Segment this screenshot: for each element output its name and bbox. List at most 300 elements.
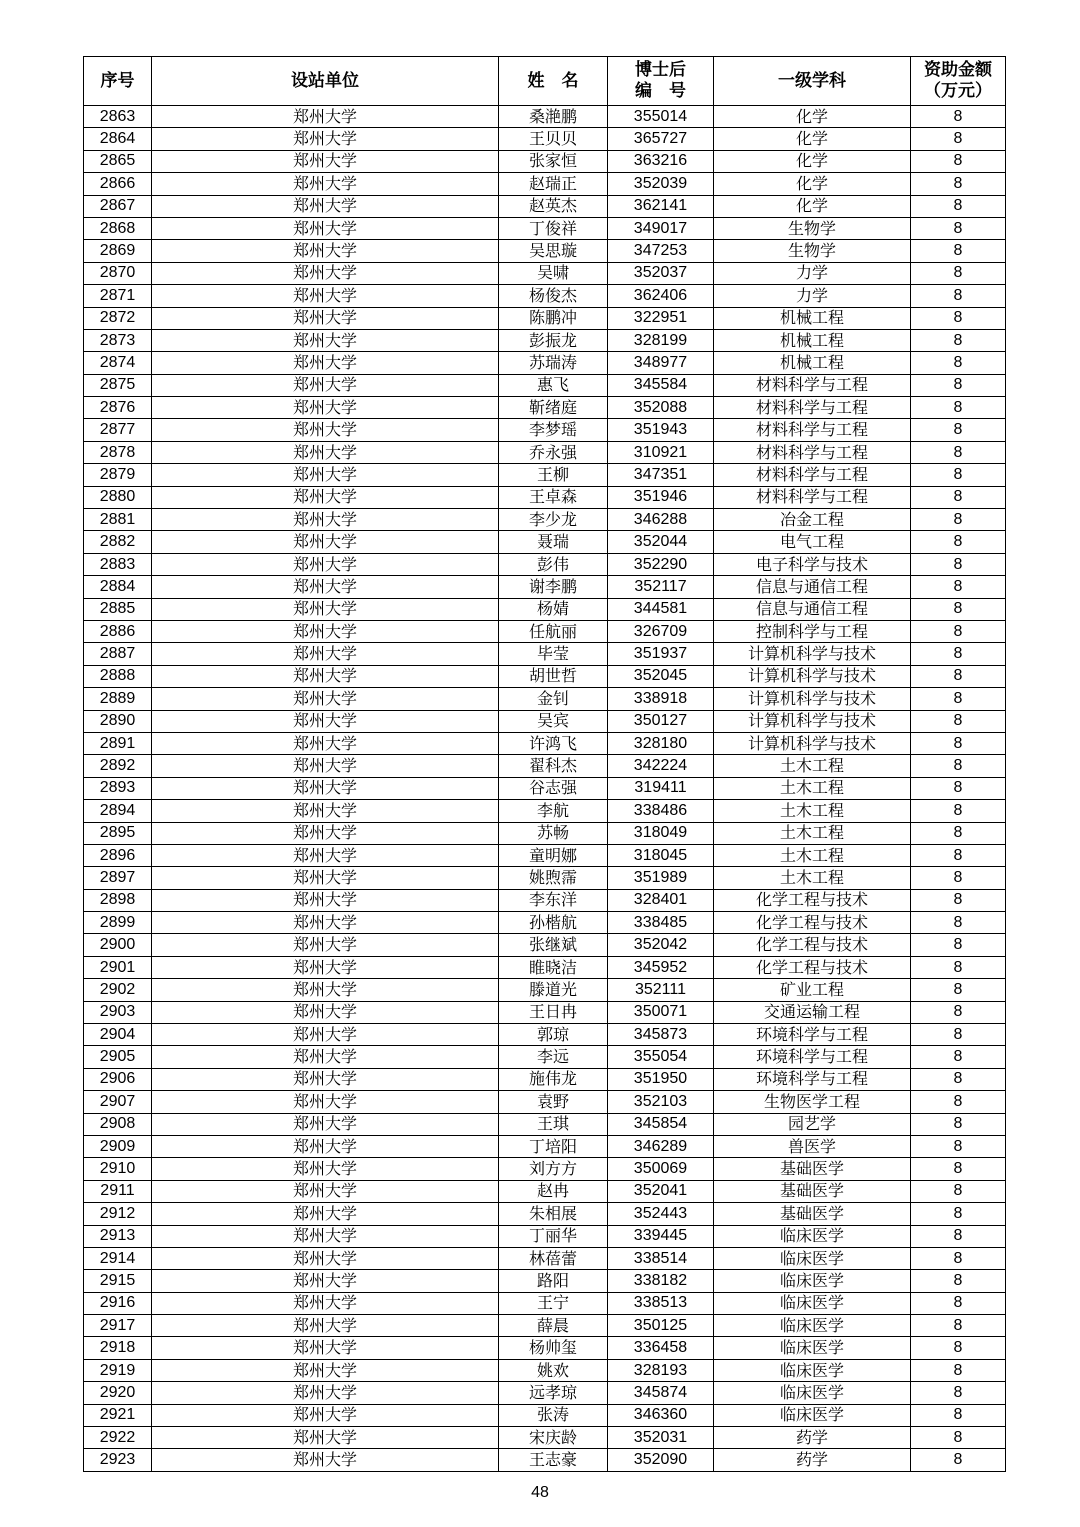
cell-unit: 郑州大学 bbox=[152, 732, 499, 754]
cell-postdoc-id: 355014 bbox=[608, 106, 714, 128]
header-amount-line2: （万元） bbox=[924, 81, 992, 101]
cell-discipline: 临床医学 bbox=[714, 1247, 911, 1269]
cell-name: 杨帅玺 bbox=[499, 1337, 608, 1359]
table-row bbox=[84, 934, 1006, 956]
cell-name: 王柳 bbox=[499, 464, 608, 486]
cell-discipline: 计算机科学与技术 bbox=[714, 710, 911, 732]
cell-unit: 郑州大学 bbox=[152, 262, 499, 284]
cell-unit: 郑州大学 bbox=[152, 979, 499, 1001]
cell-discipline: 冶金工程 bbox=[714, 509, 911, 531]
cell-postdoc-id: 352037 bbox=[608, 262, 714, 284]
cell-discipline: 环境科学与工程 bbox=[714, 1024, 911, 1046]
cell-name: 丁俊祥 bbox=[499, 217, 608, 239]
cell-postdoc-id: 328199 bbox=[608, 329, 714, 351]
cell-amount: 8 bbox=[911, 1292, 1006, 1314]
cell-amount: 8 bbox=[911, 1337, 1006, 1359]
cell-amount: 8 bbox=[911, 1225, 1006, 1247]
table-row bbox=[84, 844, 1006, 866]
cell-amount: 8 bbox=[911, 1180, 1006, 1202]
table-row bbox=[84, 1247, 1006, 1269]
cell-unit: 郑州大学 bbox=[152, 956, 499, 978]
cell-postdoc-id: 349017 bbox=[608, 217, 714, 239]
cell-amount: 8 bbox=[911, 620, 1006, 642]
cell-amount: 8 bbox=[911, 665, 1006, 687]
cell-unit: 郑州大学 bbox=[152, 1270, 499, 1292]
cell-discipline: 基础医学 bbox=[714, 1203, 911, 1225]
page-number: 48 bbox=[531, 1484, 549, 1501]
cell-index: 2908 bbox=[84, 1113, 152, 1135]
cell-name: 彭振龙 bbox=[499, 329, 608, 351]
table-row bbox=[84, 486, 1006, 508]
cell-postdoc-id: 351937 bbox=[608, 643, 714, 665]
cell-discipline: 环境科学与工程 bbox=[714, 1068, 911, 1090]
cell-postdoc-id: 345854 bbox=[608, 1113, 714, 1135]
cell-amount: 8 bbox=[911, 1359, 1006, 1381]
cell-amount: 8 bbox=[911, 956, 1006, 978]
cell-name: 睢晓洁 bbox=[499, 956, 608, 978]
cell-postdoc-id: 350127 bbox=[608, 710, 714, 732]
cell-discipline: 化学 bbox=[714, 128, 911, 150]
cell-postdoc-id: 350125 bbox=[608, 1315, 714, 1337]
cell-index: 2901 bbox=[84, 956, 152, 978]
table-row bbox=[84, 867, 1006, 889]
table-row bbox=[84, 1068, 1006, 1090]
cell-postdoc-id: 352117 bbox=[608, 576, 714, 598]
cell-amount: 8 bbox=[911, 1135, 1006, 1157]
cell-name: 毕莹 bbox=[499, 643, 608, 665]
cell-unit: 郑州大学 bbox=[152, 1315, 499, 1337]
cell-name: 惠飞 bbox=[499, 374, 608, 396]
table-row bbox=[84, 1046, 1006, 1068]
cell-name: 王琪 bbox=[499, 1113, 608, 1135]
cell-name: 姚欢 bbox=[499, 1359, 608, 1381]
cell-amount: 8 bbox=[911, 576, 1006, 598]
table-row bbox=[84, 128, 1006, 150]
cell-name: 胡世哲 bbox=[499, 665, 608, 687]
cell-postdoc-id: 352039 bbox=[608, 173, 714, 195]
cell-discipline: 化学 bbox=[714, 195, 911, 217]
cell-index: 2865 bbox=[84, 150, 152, 172]
cell-postdoc-id: 352088 bbox=[608, 397, 714, 419]
header-discipline bbox=[714, 57, 911, 106]
cell-postdoc-id: 342224 bbox=[608, 755, 714, 777]
cell-name: 赵英杰 bbox=[499, 195, 608, 217]
cell-name: 李东洋 bbox=[499, 889, 608, 911]
cell-unit: 郑州大学 bbox=[152, 1225, 499, 1247]
cell-discipline: 土木工程 bbox=[714, 867, 911, 889]
cell-unit: 郑州大学 bbox=[152, 374, 499, 396]
cell-postdoc-id: 355054 bbox=[608, 1046, 714, 1068]
cell-amount: 8 bbox=[911, 1270, 1006, 1292]
cell-discipline: 电子科学与技术 bbox=[714, 553, 911, 575]
cell-unit: 郑州大学 bbox=[152, 1113, 499, 1135]
table-row bbox=[84, 173, 1006, 195]
cell-name: 张涛 bbox=[499, 1404, 608, 1426]
cell-index: 2876 bbox=[84, 397, 152, 419]
cell-unit: 郑州大学 bbox=[152, 1337, 499, 1359]
cell-amount: 8 bbox=[911, 1449, 1006, 1471]
cell-discipline: 生物学 bbox=[714, 217, 911, 239]
cell-index: 2920 bbox=[84, 1382, 152, 1404]
cell-discipline: 药学 bbox=[714, 1427, 911, 1449]
cell-name: 李远 bbox=[499, 1046, 608, 1068]
cell-amount: 8 bbox=[911, 598, 1006, 620]
cell-index: 2906 bbox=[84, 1068, 152, 1090]
cell-name: 李少龙 bbox=[499, 509, 608, 531]
header-name-label: 姓 名 bbox=[527, 70, 579, 91]
table-row bbox=[84, 329, 1006, 351]
cell-unit: 郑州大学 bbox=[152, 1091, 499, 1113]
cell-name: 袁野 bbox=[499, 1091, 608, 1113]
cell-name: 陈鹏冲 bbox=[499, 307, 608, 329]
cell-discipline: 电气工程 bbox=[714, 531, 911, 553]
cell-unit: 郑州大学 bbox=[152, 688, 499, 710]
cell-discipline: 土木工程 bbox=[714, 755, 911, 777]
header-unit-label: 设站单位 bbox=[291, 70, 359, 91]
cell-index: 2902 bbox=[84, 979, 152, 1001]
cell-discipline: 机械工程 bbox=[714, 329, 911, 351]
table-row bbox=[84, 979, 1006, 1001]
table-row bbox=[84, 262, 1006, 284]
cell-index: 2907 bbox=[84, 1091, 152, 1113]
cell-index: 2875 bbox=[84, 374, 152, 396]
cell-index: 2873 bbox=[84, 329, 152, 351]
cell-index: 2897 bbox=[84, 867, 152, 889]
cell-index: 2912 bbox=[84, 1203, 152, 1225]
cell-index: 2881 bbox=[84, 509, 152, 531]
table-row bbox=[84, 307, 1006, 329]
cell-amount: 8 bbox=[911, 419, 1006, 441]
cell-postdoc-id: 345952 bbox=[608, 956, 714, 978]
cell-discipline: 计算机科学与技术 bbox=[714, 732, 911, 754]
header-postdoc-line2: 编 号 bbox=[635, 81, 686, 101]
header-index-label: 序号 bbox=[100, 70, 135, 91]
cell-index: 2879 bbox=[84, 464, 152, 486]
cell-discipline: 化学工程与技术 bbox=[714, 912, 911, 934]
cell-discipline: 材料科学与工程 bbox=[714, 441, 911, 463]
cell-postdoc-id: 363216 bbox=[608, 150, 714, 172]
cell-name: 李航 bbox=[499, 800, 608, 822]
cell-unit: 郑州大学 bbox=[152, 665, 499, 687]
cell-name: 谷志强 bbox=[499, 777, 608, 799]
cell-index: 2916 bbox=[84, 1292, 152, 1314]
table-row bbox=[84, 1270, 1006, 1292]
cell-amount: 8 bbox=[911, 441, 1006, 463]
table-row bbox=[84, 755, 1006, 777]
cell-name: 杨婧 bbox=[499, 598, 608, 620]
cell-postdoc-id: 338513 bbox=[608, 1292, 714, 1314]
cell-amount: 8 bbox=[911, 128, 1006, 150]
cell-index: 2892 bbox=[84, 755, 152, 777]
cell-unit: 郑州大学 bbox=[152, 195, 499, 217]
table-row bbox=[84, 889, 1006, 911]
cell-name: 赵瑞正 bbox=[499, 173, 608, 195]
cell-index: 2911 bbox=[84, 1180, 152, 1202]
cell-name: 张家恒 bbox=[499, 150, 608, 172]
cell-index: 2899 bbox=[84, 912, 152, 934]
cell-discipline: 信息与通信工程 bbox=[714, 598, 911, 620]
cell-amount: 8 bbox=[911, 262, 1006, 284]
table-row bbox=[84, 643, 1006, 665]
table-row bbox=[84, 374, 1006, 396]
cell-postdoc-id: 338486 bbox=[608, 800, 714, 822]
cell-index: 2864 bbox=[84, 128, 152, 150]
header-discipline-label: 一级学科 bbox=[778, 70, 846, 91]
cell-name: 朱相展 bbox=[499, 1203, 608, 1225]
cell-index: 2915 bbox=[84, 1270, 152, 1292]
header-unit bbox=[152, 57, 499, 106]
cell-unit: 郑州大学 bbox=[152, 912, 499, 934]
cell-amount: 8 bbox=[911, 106, 1006, 128]
table-header bbox=[84, 57, 1006, 106]
cell-postdoc-id: 352290 bbox=[608, 553, 714, 575]
cell-postdoc-id: 346360 bbox=[608, 1404, 714, 1426]
cell-name: 吴啸 bbox=[499, 262, 608, 284]
cell-discipline: 材料科学与工程 bbox=[714, 464, 911, 486]
table-row bbox=[84, 732, 1006, 754]
cell-amount: 8 bbox=[911, 1427, 1006, 1449]
cell-unit: 郑州大学 bbox=[152, 1001, 499, 1023]
cell-postdoc-id: 362141 bbox=[608, 195, 714, 217]
cell-amount: 8 bbox=[911, 755, 1006, 777]
cell-index: 2922 bbox=[84, 1427, 152, 1449]
cell-index: 2921 bbox=[84, 1404, 152, 1426]
cell-unit: 郑州大学 bbox=[152, 419, 499, 441]
header-amount-line1: 资助金额 bbox=[924, 60, 992, 80]
cell-name: 许鸿飞 bbox=[499, 732, 608, 754]
cell-index: 2904 bbox=[84, 1024, 152, 1046]
cell-unit: 郑州大学 bbox=[152, 620, 499, 642]
cell-postdoc-id: 322951 bbox=[608, 307, 714, 329]
cell-unit: 郑州大学 bbox=[152, 1068, 499, 1090]
cell-index: 2917 bbox=[84, 1315, 152, 1337]
cell-amount: 8 bbox=[911, 1113, 1006, 1135]
table-row bbox=[84, 1337, 1006, 1359]
cell-discipline: 机械工程 bbox=[714, 307, 911, 329]
cell-unit: 郑州大学 bbox=[152, 1292, 499, 1314]
cell-index: 2882 bbox=[84, 531, 152, 553]
cell-amount: 8 bbox=[911, 844, 1006, 866]
cell-postdoc-id: 348977 bbox=[608, 352, 714, 374]
cell-name: 王贝贝 bbox=[499, 128, 608, 150]
cell-amount: 8 bbox=[911, 509, 1006, 531]
cell-unit: 郑州大学 bbox=[152, 710, 499, 732]
cell-amount: 8 bbox=[911, 732, 1006, 754]
cell-amount: 8 bbox=[911, 531, 1006, 553]
cell-amount: 8 bbox=[911, 464, 1006, 486]
cell-postdoc-id: 365727 bbox=[608, 128, 714, 150]
cell-amount: 8 bbox=[911, 307, 1006, 329]
cell-index: 2919 bbox=[84, 1359, 152, 1381]
cell-discipline: 土木工程 bbox=[714, 822, 911, 844]
header-postdoc-line1: 博士后 bbox=[635, 60, 686, 80]
cell-discipline: 园艺学 bbox=[714, 1113, 911, 1135]
cell-discipline: 环境科学与工程 bbox=[714, 1046, 911, 1068]
table-row bbox=[84, 1203, 1006, 1225]
cell-name: 吴思璇 bbox=[499, 240, 608, 262]
cell-name: 乔永强 bbox=[499, 441, 608, 463]
table-row bbox=[84, 150, 1006, 172]
cell-unit: 郑州大学 bbox=[152, 531, 499, 553]
cell-amount: 8 bbox=[911, 934, 1006, 956]
cell-postdoc-id: 338182 bbox=[608, 1270, 714, 1292]
cell-unit: 郑州大学 bbox=[152, 1046, 499, 1068]
cell-index: 2894 bbox=[84, 800, 152, 822]
cell-postdoc-id: 310921 bbox=[608, 441, 714, 463]
cell-name: 王志豪 bbox=[499, 1449, 608, 1471]
header-name bbox=[499, 57, 608, 106]
cell-discipline: 兽医学 bbox=[714, 1135, 911, 1157]
table-row bbox=[84, 1359, 1006, 1381]
cell-name: 桑滟鹏 bbox=[499, 106, 608, 128]
cell-postdoc-id: 328180 bbox=[608, 732, 714, 754]
table-row bbox=[84, 240, 1006, 262]
cell-amount: 8 bbox=[911, 1315, 1006, 1337]
cell-discipline: 化学 bbox=[714, 106, 911, 128]
cell-name: 薛晨 bbox=[499, 1315, 608, 1337]
cell-index: 2905 bbox=[84, 1046, 152, 1068]
cell-discipline: 矿业工程 bbox=[714, 979, 911, 1001]
cell-postdoc-id: 319411 bbox=[608, 777, 714, 799]
cell-amount: 8 bbox=[911, 217, 1006, 239]
table-row bbox=[84, 710, 1006, 732]
cell-postdoc-id: 318045 bbox=[608, 844, 714, 866]
cell-amount: 8 bbox=[911, 1091, 1006, 1113]
cell-index: 2886 bbox=[84, 620, 152, 642]
cell-index: 2891 bbox=[84, 732, 152, 754]
cell-postdoc-id: 351950 bbox=[608, 1068, 714, 1090]
cell-discipline: 材料科学与工程 bbox=[714, 486, 911, 508]
table-row bbox=[84, 195, 1006, 217]
cell-name: 孙楷航 bbox=[499, 912, 608, 934]
table-row bbox=[84, 1024, 1006, 1046]
cell-name: 丁丽华 bbox=[499, 1225, 608, 1247]
cell-unit: 郑州大学 bbox=[152, 352, 499, 374]
cell-postdoc-id: 318049 bbox=[608, 822, 714, 844]
cell-name: 郭琼 bbox=[499, 1024, 608, 1046]
cell-unit: 郑州大学 bbox=[152, 553, 499, 575]
cell-postdoc-id: 345874 bbox=[608, 1382, 714, 1404]
cell-discipline: 力学 bbox=[714, 262, 911, 284]
table-row bbox=[84, 800, 1006, 822]
table-row bbox=[84, 217, 1006, 239]
cell-index: 2885 bbox=[84, 598, 152, 620]
cell-discipline: 土木工程 bbox=[714, 844, 911, 866]
table-row bbox=[84, 419, 1006, 441]
cell-postdoc-id: 352443 bbox=[608, 1203, 714, 1225]
cell-unit: 郑州大学 bbox=[152, 285, 499, 307]
cell-discipline: 临床医学 bbox=[714, 1382, 911, 1404]
cell-name: 彭伟 bbox=[499, 553, 608, 575]
cell-discipline: 化学工程与技术 bbox=[714, 934, 911, 956]
cell-name: 翟科杰 bbox=[499, 755, 608, 777]
table-row bbox=[84, 1315, 1006, 1337]
cell-index: 2872 bbox=[84, 307, 152, 329]
cell-postdoc-id: 346288 bbox=[608, 509, 714, 531]
cell-amount: 8 bbox=[911, 240, 1006, 262]
cell-unit: 郑州大学 bbox=[152, 329, 499, 351]
cell-amount: 8 bbox=[911, 1001, 1006, 1023]
cell-amount: 8 bbox=[911, 867, 1006, 889]
table-row bbox=[84, 777, 1006, 799]
header-postdoc-id bbox=[608, 57, 714, 106]
cell-unit: 郑州大学 bbox=[152, 576, 499, 598]
cell-name: 远孝琼 bbox=[499, 1382, 608, 1404]
cell-unit: 郑州大学 bbox=[152, 1180, 499, 1202]
cell-unit: 郑州大学 bbox=[152, 1404, 499, 1426]
cell-postdoc-id: 345584 bbox=[608, 374, 714, 396]
cell-unit: 郑州大学 bbox=[152, 1382, 499, 1404]
cell-postdoc-id: 350071 bbox=[608, 1001, 714, 1023]
cell-discipline: 临床医学 bbox=[714, 1292, 911, 1314]
cell-name: 宋庆龄 bbox=[499, 1427, 608, 1449]
table-row bbox=[84, 665, 1006, 687]
cell-discipline: 基础医学 bbox=[714, 1158, 911, 1180]
cell-unit: 郑州大学 bbox=[152, 643, 499, 665]
cell-postdoc-id: 328193 bbox=[608, 1359, 714, 1381]
table-row bbox=[84, 1382, 1006, 1404]
cell-amount: 8 bbox=[911, 329, 1006, 351]
cell-index: 2923 bbox=[84, 1449, 152, 1471]
cell-amount: 8 bbox=[911, 1068, 1006, 1090]
cell-name: 苏瑞涛 bbox=[499, 352, 608, 374]
cell-postdoc-id: 352044 bbox=[608, 531, 714, 553]
cell-discipline: 控制科学与工程 bbox=[714, 620, 911, 642]
cell-discipline: 临床医学 bbox=[714, 1404, 911, 1426]
cell-name: 滕道光 bbox=[499, 979, 608, 1001]
cell-amount: 8 bbox=[911, 979, 1006, 1001]
cell-index: 2889 bbox=[84, 688, 152, 710]
table-row bbox=[84, 620, 1006, 642]
cell-index: 2909 bbox=[84, 1135, 152, 1157]
cell-unit: 郑州大学 bbox=[152, 1427, 499, 1449]
cell-index: 2887 bbox=[84, 643, 152, 665]
cell-index: 2890 bbox=[84, 710, 152, 732]
cell-discipline: 化学 bbox=[714, 173, 911, 195]
table-row bbox=[84, 1001, 1006, 1023]
table-row bbox=[84, 576, 1006, 598]
cell-unit: 郑州大学 bbox=[152, 128, 499, 150]
cell-index: 2900 bbox=[84, 934, 152, 956]
cell-index: 2884 bbox=[84, 576, 152, 598]
cell-index: 2888 bbox=[84, 665, 152, 687]
cell-index: 2898 bbox=[84, 889, 152, 911]
cell-amount: 8 bbox=[911, 1046, 1006, 1068]
cell-index: 2880 bbox=[84, 486, 152, 508]
cell-name: 苏畅 bbox=[499, 822, 608, 844]
cell-amount: 8 bbox=[911, 553, 1006, 575]
cell-amount: 8 bbox=[911, 1404, 1006, 1426]
cell-index: 2913 bbox=[84, 1225, 152, 1247]
cell-unit: 郑州大学 bbox=[152, 1135, 499, 1157]
cell-index: 2871 bbox=[84, 285, 152, 307]
cell-amount: 8 bbox=[911, 822, 1006, 844]
cell-postdoc-id: 338485 bbox=[608, 912, 714, 934]
cell-index: 2870 bbox=[84, 262, 152, 284]
cell-postdoc-id: 346289 bbox=[608, 1135, 714, 1157]
cell-index: 2867 bbox=[84, 195, 152, 217]
cell-discipline: 材料科学与工程 bbox=[714, 397, 911, 419]
cell-index: 2918 bbox=[84, 1337, 152, 1359]
cell-unit: 郑州大学 bbox=[152, 150, 499, 172]
cell-unit: 郑州大学 bbox=[152, 867, 499, 889]
table-row bbox=[84, 1135, 1006, 1157]
cell-discipline: 临床医学 bbox=[714, 1225, 911, 1247]
cell-discipline: 临床医学 bbox=[714, 1315, 911, 1337]
table-body bbox=[84, 106, 1006, 1472]
cell-postdoc-id: 328401 bbox=[608, 889, 714, 911]
cell-postdoc-id: 338514 bbox=[608, 1247, 714, 1269]
